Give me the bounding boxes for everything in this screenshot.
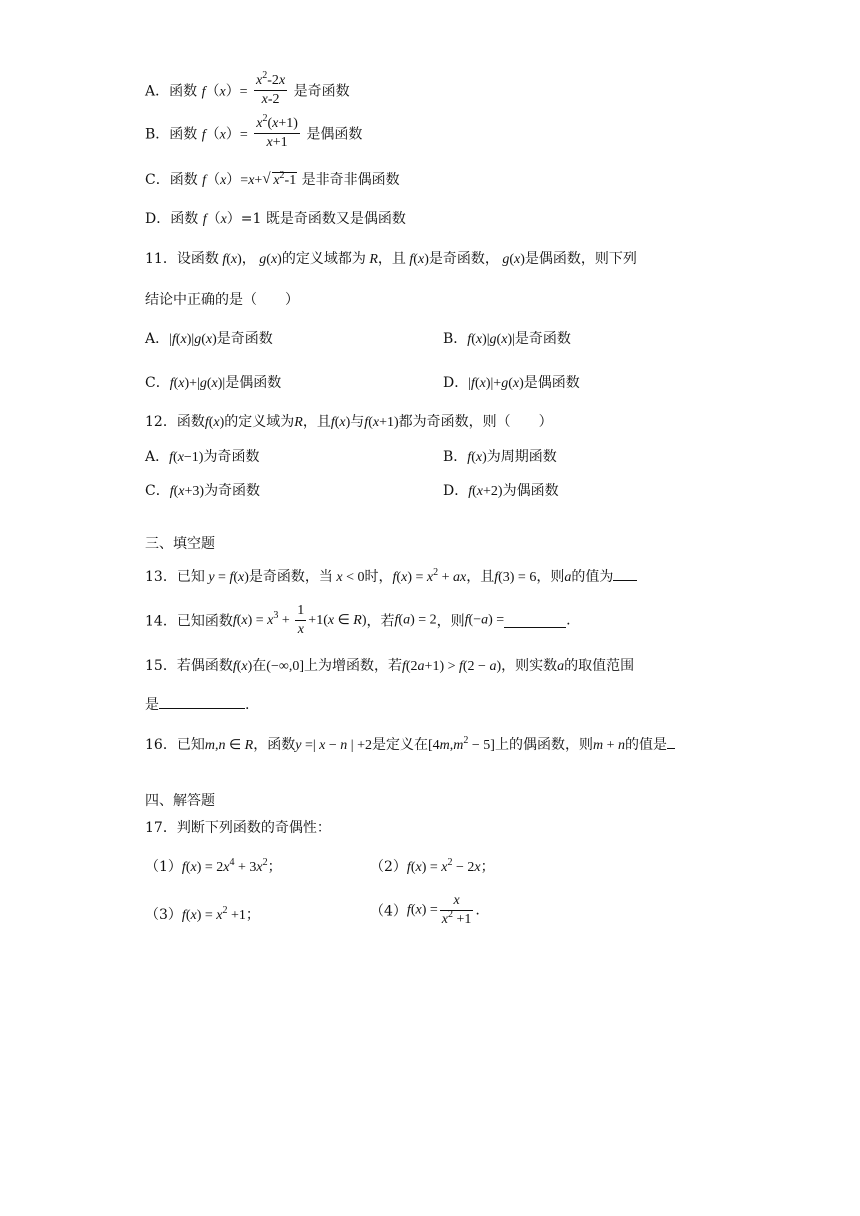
option-d-text: =1 既是奇函数又是偶函数 bbox=[240, 211, 406, 227]
option-b-label: B．函数 bbox=[145, 126, 198, 143]
q11-g2: g(x) bbox=[498, 252, 525, 267]
option-c-label: C．函数 bbox=[145, 172, 198, 188]
q11-option-a: A．|f(x)|g(x)是奇函数 bbox=[145, 331, 273, 347]
q14-line: 14．已知函数$f(x) = x^3$ + $\frac{1}{x}$ +1(x ∈ R)，若f(a) = 2，则f(−a) = . bbox=[145, 603, 571, 637]
q16-line: 16．已知m,n ∈ R，函数y =| x − n | +2是定义在$[4m,m^2 - 5]$上的偶函数，则m + n的值是 bbox=[145, 734, 675, 754]
option-b-fx: f（x）= bbox=[201, 127, 248, 143]
q11-f2: f(x) bbox=[405, 252, 429, 267]
option-a-fraction: $\frac{x^2-2x}{x-2}$ bbox=[256, 70, 286, 107]
q12-option-a: A．f(x−1)为奇函数 bbox=[145, 449, 260, 465]
q17-part-3: $(3)f(x) = x^2 +1$； bbox=[145, 905, 260, 923]
q12-option-b: B．f(x)为周期函数 bbox=[443, 449, 557, 465]
q11-f: f(x) bbox=[218, 252, 242, 267]
q11-option-c: C．f(x)+|g(x)|是偶函数 bbox=[145, 375, 282, 391]
option-b-fraction: $\frac{x^2(x+1)}{x+1}$ bbox=[256, 113, 298, 150]
option-c-rest: 是非奇非偶函数 bbox=[301, 172, 400, 188]
q11-text-e: 是奇函数， bbox=[428, 251, 499, 267]
q11-text-c: 的定义域都为 bbox=[281, 251, 366, 267]
q11-text-f: 是偶函数，则下列 bbox=[524, 251, 637, 267]
option-a-fx: f（x）= bbox=[201, 84, 248, 100]
q11-option-b: B．f(x)|g(x)|是奇函数 bbox=[443, 331, 571, 347]
q12-option-c: C．f(x+3)为奇函数 bbox=[145, 483, 261, 499]
q17-part-1: $(1)f(x) = 2x^4 + 3x^2$； bbox=[145, 857, 282, 875]
q15-line2: 是 . bbox=[145, 694, 249, 714]
section-answer: 四、解答题 bbox=[145, 793, 215, 809]
q11-text-d: ，且 bbox=[377, 251, 406, 267]
option-a bbox=[145, 72, 350, 108]
q11-R: R bbox=[365, 252, 378, 267]
q12-option-d: D．f(x+2)为偶函数 bbox=[443, 483, 559, 499]
section-fill-in: 三、填空题 bbox=[145, 536, 215, 552]
option-d bbox=[145, 208, 406, 228]
q11-line1 bbox=[145, 248, 637, 268]
option-a-rest: 是奇函数 bbox=[293, 83, 350, 100]
option-b-rest: 是偶函数 bbox=[306, 126, 363, 143]
option-a-label: A．函数 bbox=[145, 83, 198, 100]
q11-g: g(x) bbox=[255, 252, 282, 267]
option-d-label: D．函数 bbox=[145, 211, 199, 227]
q11-option-d: D．|f(x)|+g(x)是偶函数 bbox=[443, 375, 580, 391]
q11-text-b: ， bbox=[241, 251, 256, 267]
q11-text-a: 11．设函数 bbox=[145, 251, 219, 267]
q11-line2: 结论中正确的是（ ） bbox=[145, 292, 299, 308]
q12-line: 12．函数f(x)的定义域为R，且f(x)与f(x+1)都为奇函数，则（ ） bbox=[145, 414, 553, 430]
option-b bbox=[145, 115, 362, 151]
option-c bbox=[145, 169, 400, 189]
option-d-fx: f（x） bbox=[202, 212, 241, 227]
option-c-formula: f（x）=x+√ $x^2-1$ bbox=[202, 173, 297, 188]
q15-line1: 15．若偶函数f(x)在(−∞,0]上为增函数，若f(2a+1) > f(2 − a)，则实数a的取值范围 bbox=[145, 658, 635, 674]
q17-title: 17．判断下列函数的奇偶性： bbox=[145, 820, 331, 836]
q17-part-2: $(2)f(x) = x^2 - 2x$； bbox=[370, 857, 495, 875]
q17-part-4: （4）f(x) = $\frac{x}{x^2 +1}$ . bbox=[370, 893, 480, 927]
q13-line: 13．已知 y = f(x)是奇函数，当 x < 0时，$f(x) = x^2$ + ax，且f(3) = 6，则a的值为 bbox=[145, 566, 637, 586]
